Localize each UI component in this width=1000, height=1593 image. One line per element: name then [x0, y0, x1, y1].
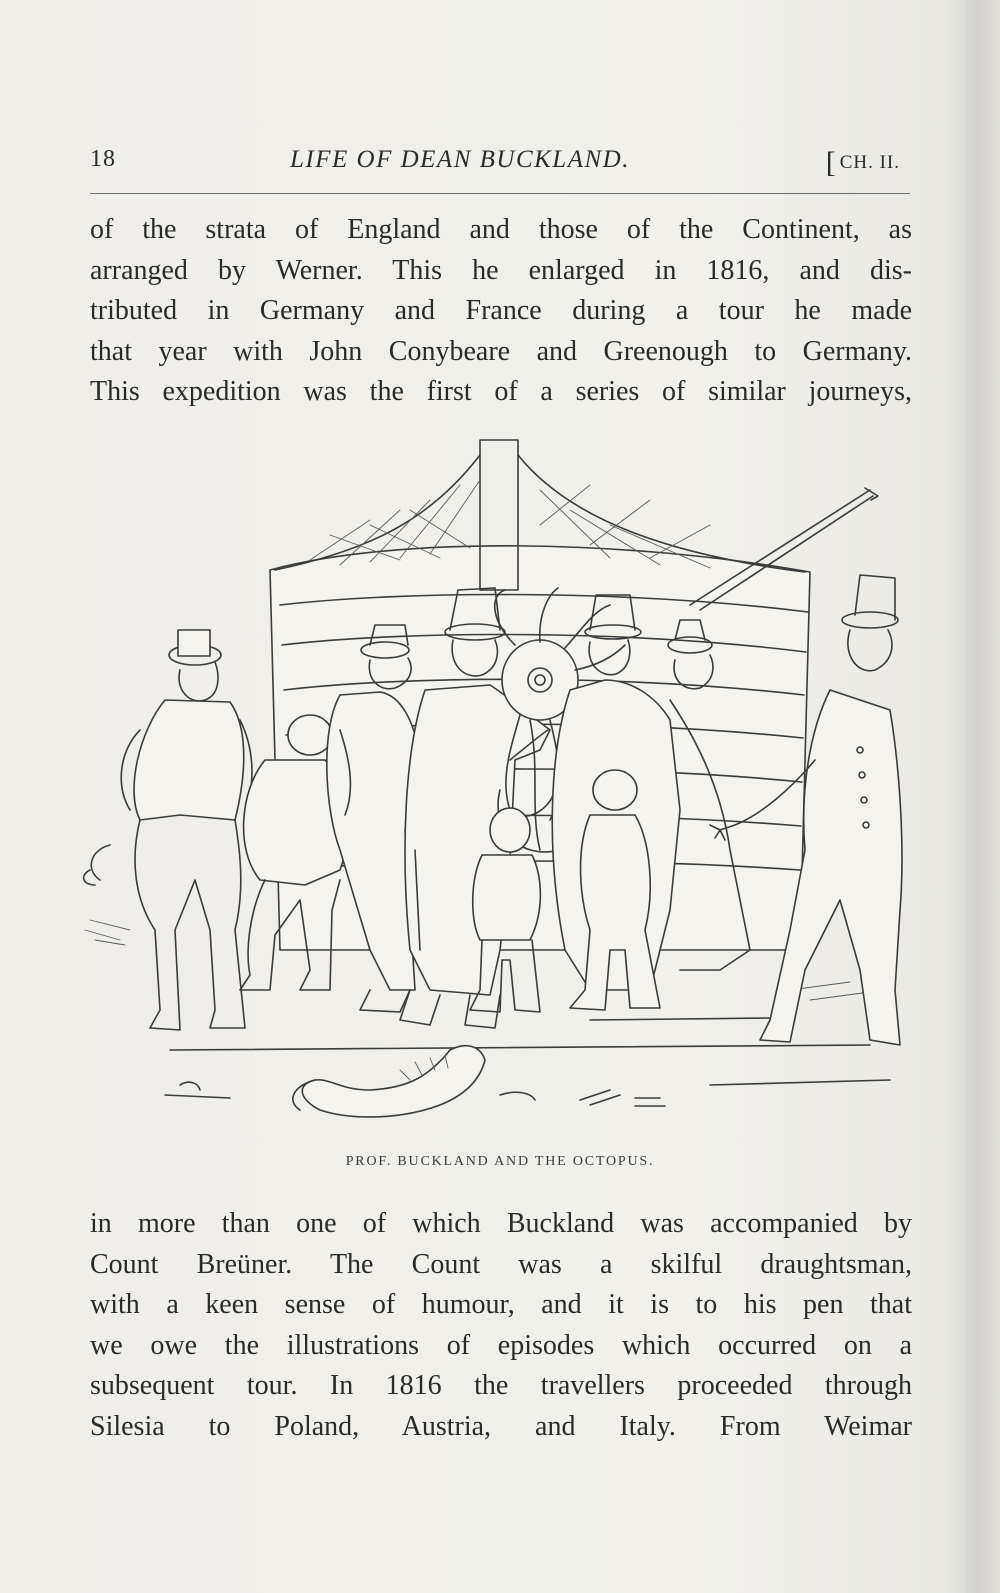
text-line: of the strata of England and those of the Continent, as [90, 214, 912, 245]
chapter-reference-text: CH. II. [839, 152, 900, 173]
text-line: arranged by Werner. This he enlarged in 1816, and dis- [90, 254, 912, 286]
text-line: This expedition was the first of a series of similar journeys, [90, 376, 912, 407]
running-header [90, 142, 900, 182]
running-title: LIFE OF DEAN BUCKLAND. [290, 146, 630, 173]
bracket-glyph: [ [825, 146, 837, 179]
octopus-illustration [70, 430, 930, 1150]
text-line: with a keen sense of humour, and it is to his pen that [90, 1289, 912, 1320]
text-line: tributed in Germany and France during a tour he made [90, 295, 912, 326]
page-number: 18 [90, 146, 116, 172]
text-line: subsequent tour. In 1816 the travellers proceeded through [90, 1370, 912, 1401]
text-line: we owe the illustrations of episodes which occurred on a [90, 1329, 912, 1361]
text-line: Count Breüner. The Count was a skilful draughtsman, [90, 1248, 912, 1280]
header-rule [90, 193, 910, 194]
figure-caption: PROF. BUCKLAND AND THE OCTOPUS. [345, 1154, 655, 1169]
body-text-bottom [90, 1204, 912, 1447]
page-gutter-shadow [964, 0, 1000, 1593]
man-left [84, 630, 252, 1030]
animal-on-ground [165, 1046, 665, 1117]
chapter-reference [826, 146, 900, 180]
text-line: that year with John Conybeare and Greenough to Germany. [90, 335, 912, 367]
text-line: Silesia to Poland, Austria, and Italy. From Weimar [90, 1410, 912, 1442]
body-text-top [90, 210, 912, 413]
text-line: in more than one of which Buckland was accompanied by [90, 1208, 912, 1239]
